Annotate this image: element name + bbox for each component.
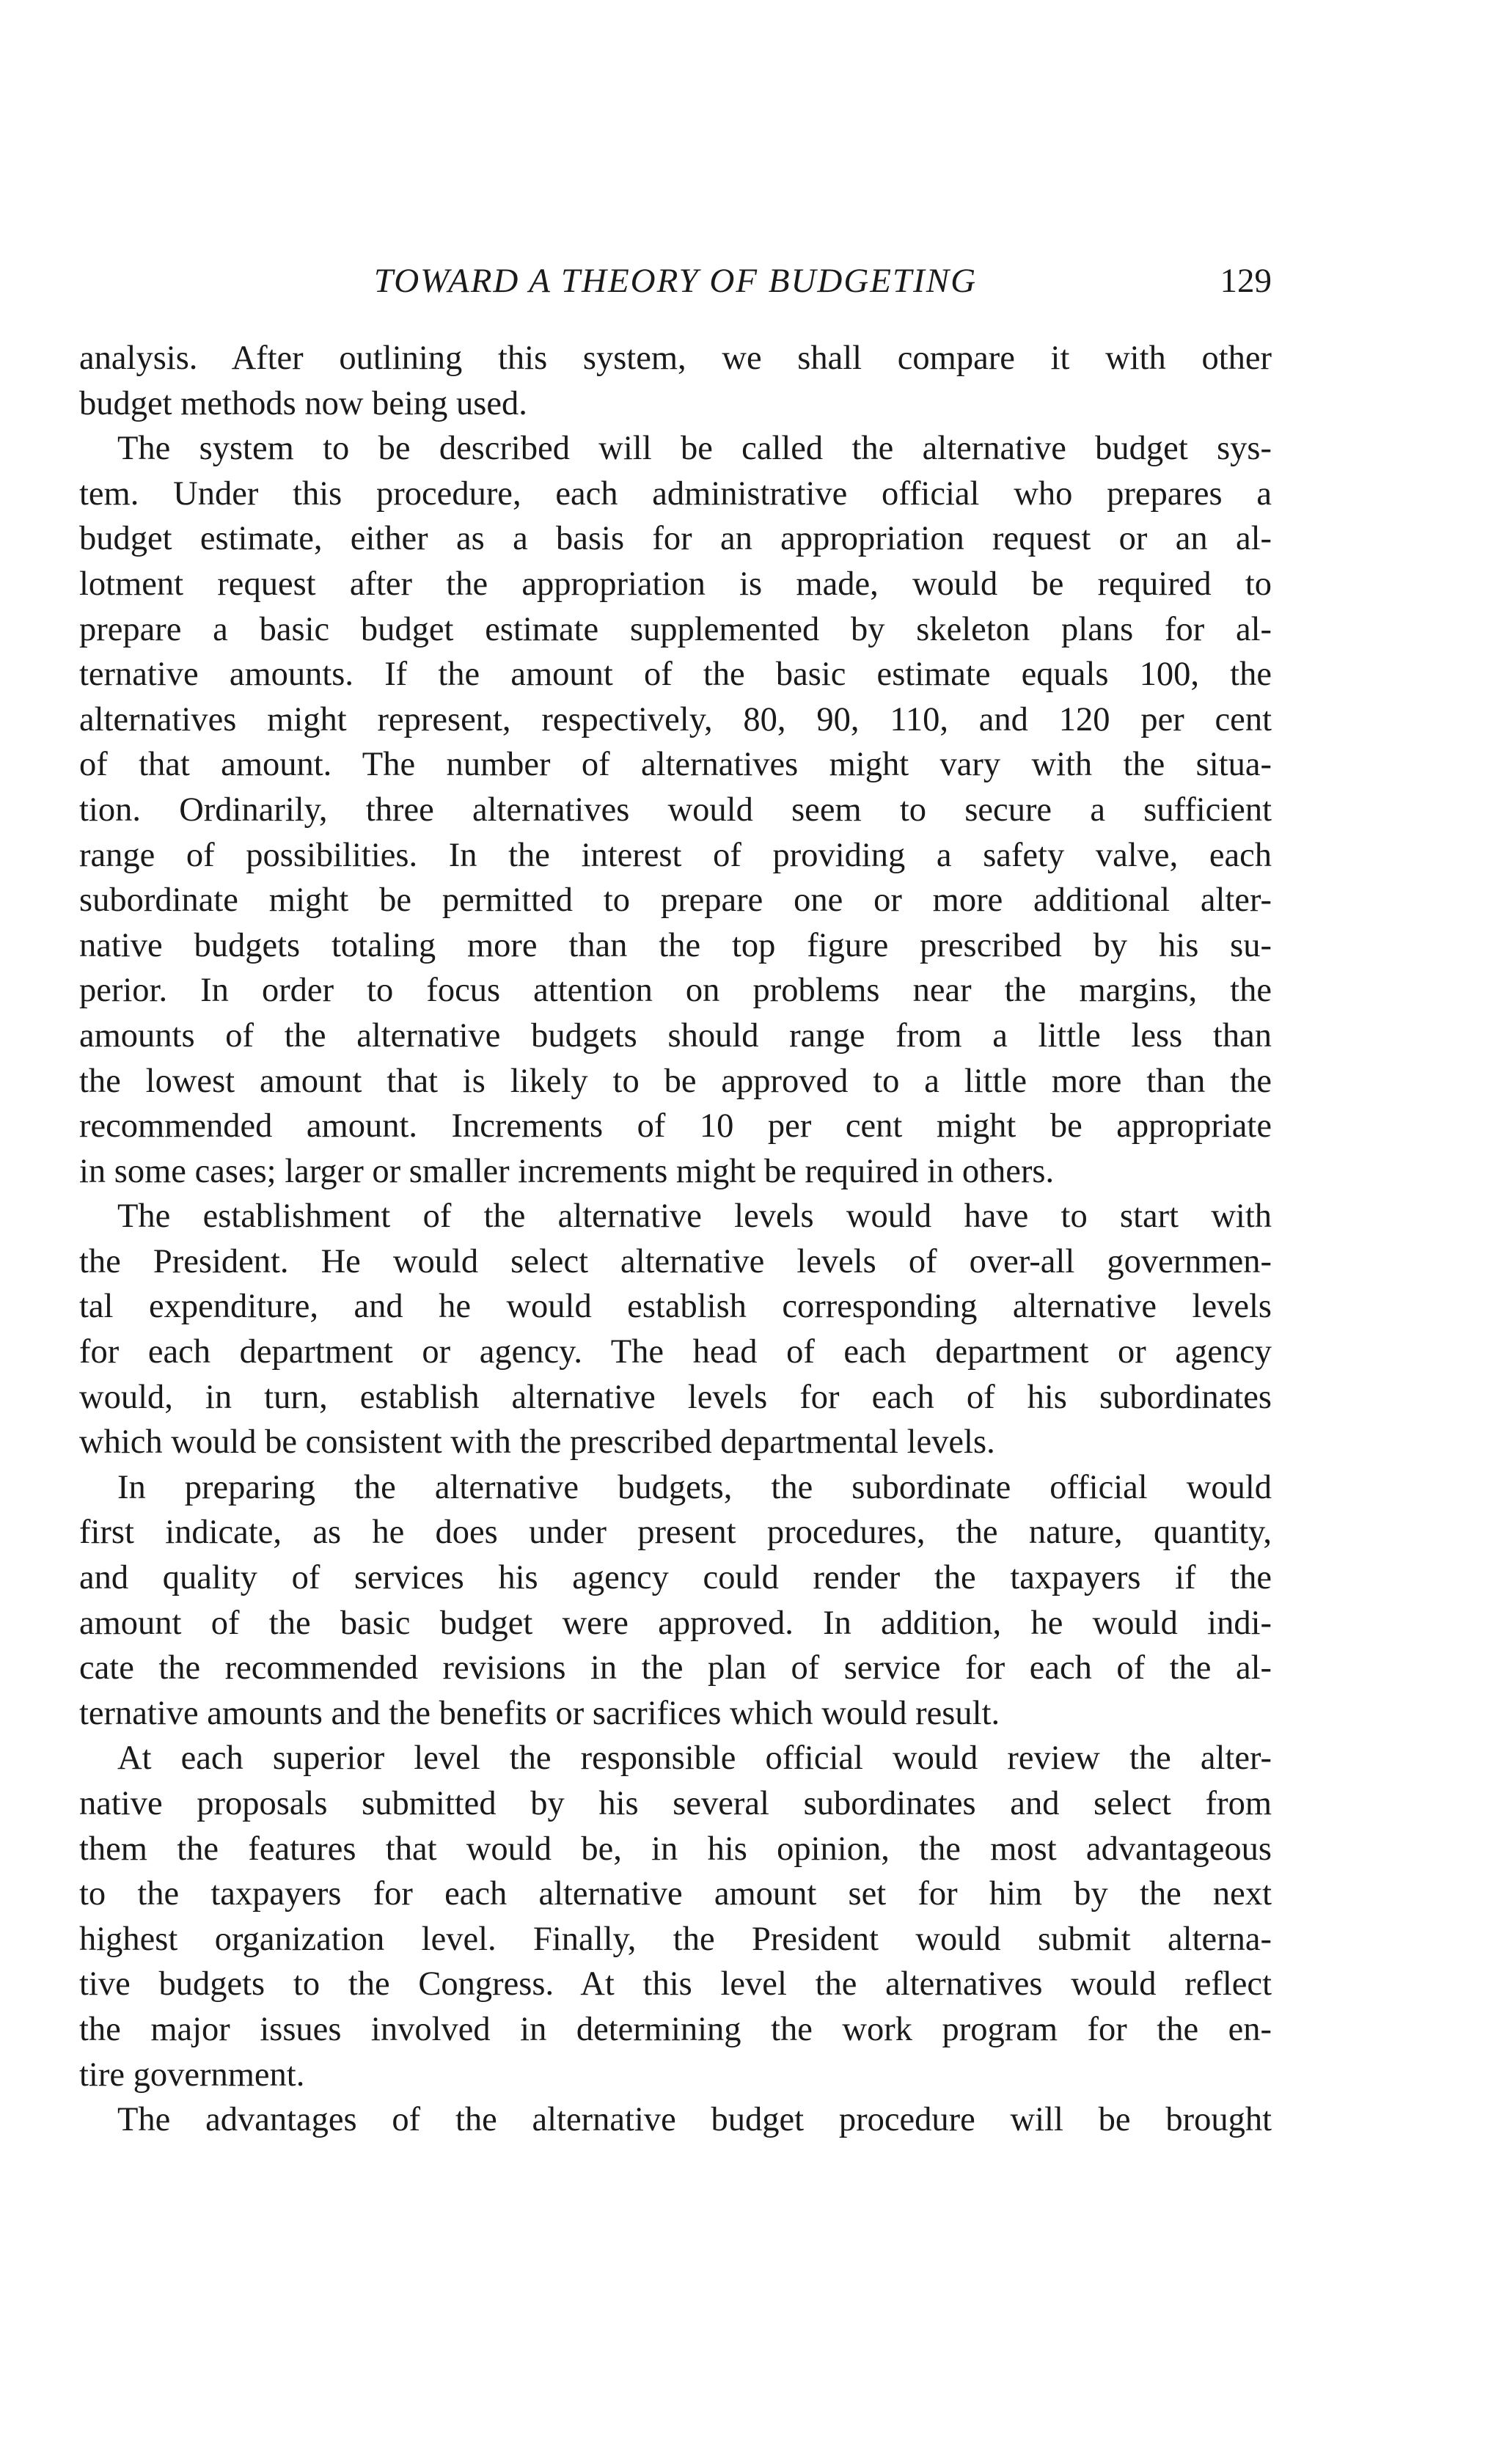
text-line: The establishment of the alternative levels would have to start with [117,1198,1272,1236]
running-head [79,255,1272,307]
text-line: ternative amounts and the benefits or sacrifices which would result. [79,1694,1000,1732]
text-line: to the taxpayers for each alternative amount set for him by the next [79,1875,1272,1913]
text-line: the President. He would select alternative levels of over-all governmen- [79,1242,1272,1280]
text-line: analysis. After outlining this system, we shall compare it with other [79,340,1272,377]
text-line: ternative amounts. If the amount of the basic estimate equals 100, the [79,656,1272,694]
text-line: amount of the basic budget were approved. In addition, he would indi- [79,1604,1272,1642]
text-line: The advantages of the alternative budget procedure will be brought [117,2101,1272,2139]
text-line: tem. Under this procedure, each administrative official who prepares a [79,474,1272,513]
text-line: native proposals submitted by his several subordinates and select from [79,1785,1272,1822]
text-line: the major issues involved in determining the work program for the en- [79,2010,1272,2048]
text-line: and quality of services his agency could render the taxpayers if the [79,1559,1272,1597]
text-line: alternatives might represent, respectively, 80, 90, 110, and 120 per cent [79,700,1272,738]
text-line: in some cases; larger or smaller increments might be required in others. [79,1152,1055,1190]
running-title: TOWARD A THEORY OF BUDGETING [373,262,978,300]
text-line: tire government. [79,2056,305,2094]
text-line: budget methods now being used. [79,384,527,422]
text-line: budget estimate, either as a basis for an appropriation request or an al- [79,520,1272,558]
text-line: of that amount. The number of alternatives might vary with the situa- [79,746,1272,784]
text-line: recommended amount. Increments of 10 per cent might be appropriate [79,1107,1272,1145]
text-line: perior. In order to focus attention on problems near the margins, the [79,972,1272,1010]
text-line: the lowest amount that is likely to be approved to a little more than the [79,1062,1272,1100]
text-line: range of possibilities. In the interest of providing a safety valve, each [79,836,1272,874]
text-line: In preparing the alternative budgets, the subordinate official would [117,1468,1272,1506]
text-line: which would be consistent with the prescribed departmental levels. [79,1423,995,1462]
text-line: would, in turn, establish alternative levels for each of his subordinates [79,1378,1272,1416]
text-line: At each superior level the responsible official would review the alter- [117,1739,1272,1778]
text-line: tal expenditure, and he would establish corresponding alternative levels [79,1288,1272,1326]
text-line: them the features that would be, in his opinion, the most advantageous [79,1830,1272,1868]
text-line: for each department or agency. The head of each department or agency [79,1333,1272,1371]
text-line: native budgets totaling more than the top figure prescribed by his su- [79,926,1272,964]
text-line: The system to be described will be called the alternative budget sys- [117,430,1272,468]
text-line: tive budgets to the Congress. At this level the alternatives would reflect [79,1965,1272,2003]
body-text [79,336,1272,2143]
text-line: lotment request after the appropriation is made, would be required to [79,565,1272,603]
text-line: highest organization level. Finally, the President would submit alterna- [79,1920,1272,1958]
text-line: tion. Ordinarily, three alternatives would seem to secure a sufficient [79,791,1272,829]
text-line: amounts of the alternative budgets should range from a little less than [79,1016,1272,1055]
text-line: prepare a basic budget estimate supplemented by skeleton plans for al- [79,610,1272,648]
text-line: subordinate might be permitted to prepare one or more additional alter- [79,881,1272,920]
page-number: 129 [1220,262,1272,300]
text-line: cate the recommended revisions in the plan of service for each of the al- [79,1649,1272,1687]
text-line: first indicate, as he does under present procedures, the nature, quantity, [79,1514,1272,1552]
